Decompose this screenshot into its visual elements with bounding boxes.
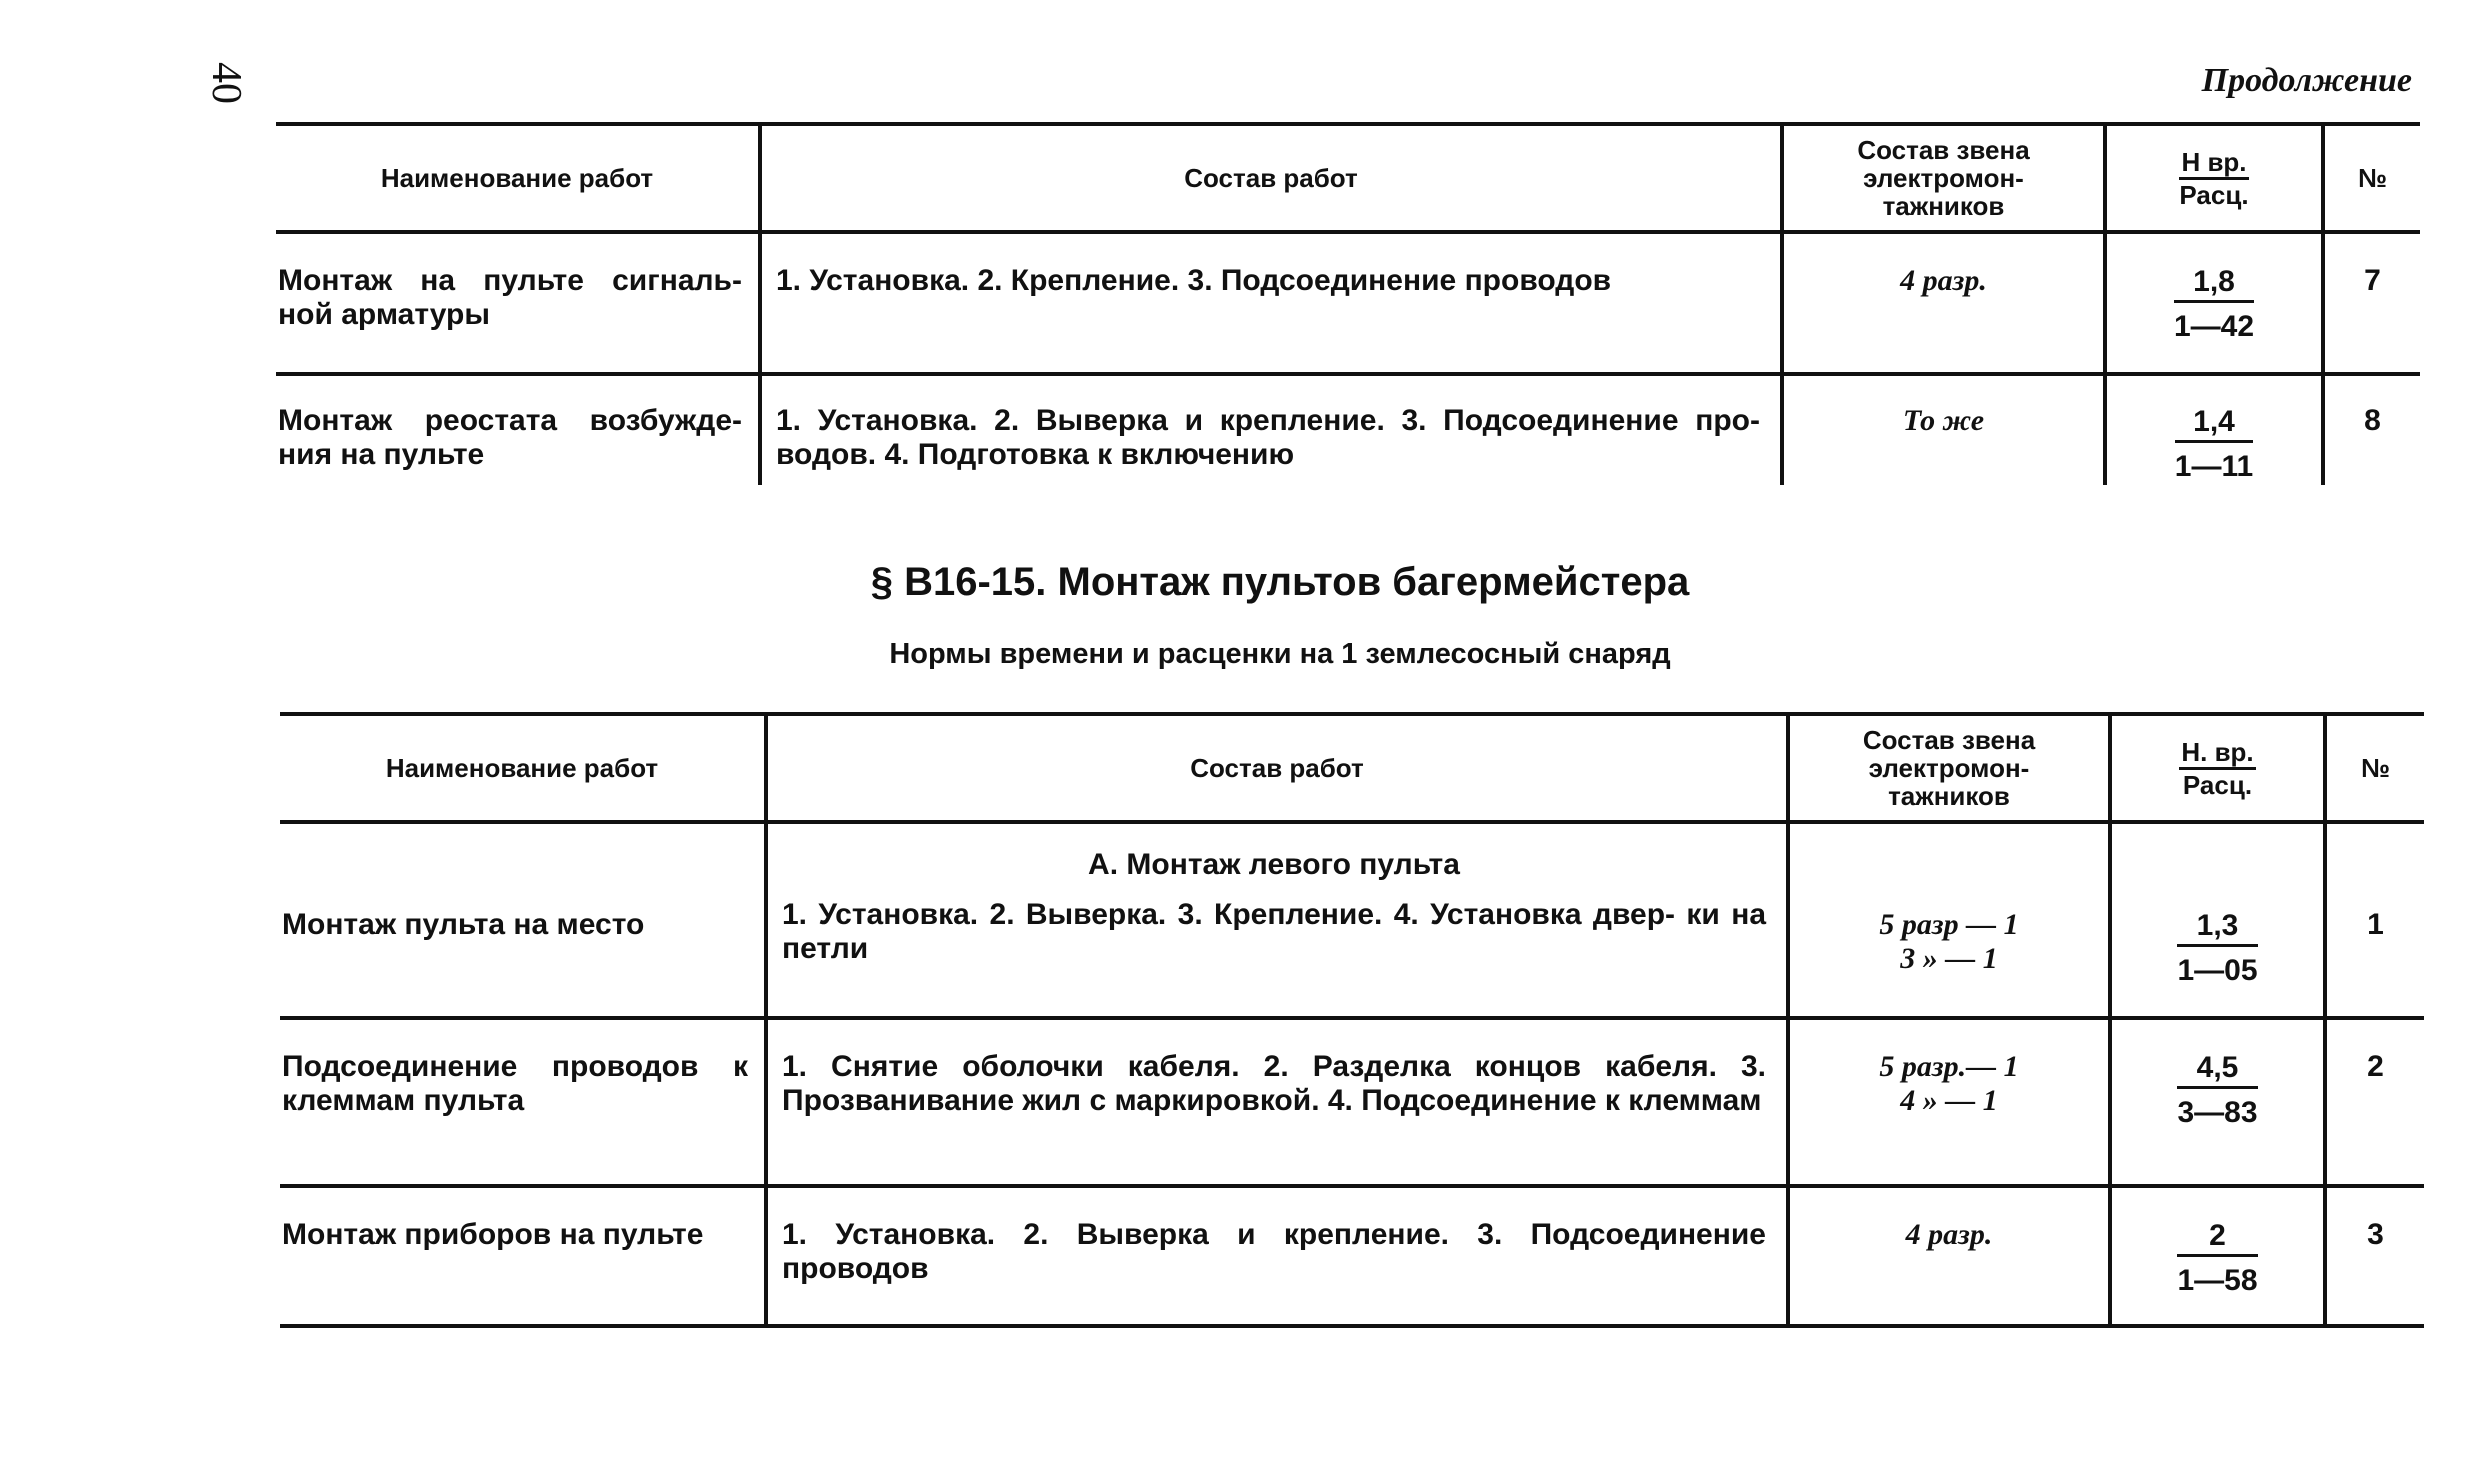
norm-cell (2105, 232, 2323, 374)
crew-line: 3 » — 1 (1900, 942, 1998, 975)
work-ops: 1. Установка. 2. Выверка и крепление. 3. Подсоединение проводов (766, 1186, 1788, 1326)
norm-fraction (2177, 1050, 2257, 1131)
time-norm: 4,5 (2177, 1050, 2257, 1089)
time-norm: 1,3 (2177, 908, 2257, 947)
table-row (280, 1018, 2424, 1186)
norm-cell (2110, 1186, 2325, 1326)
header-norm (2105, 124, 2323, 232)
rate: 1—11 (2174, 450, 2254, 483)
norm-fraction (2177, 908, 2257, 989)
crew: 4 разр. (1782, 232, 2105, 374)
norm-cell (2105, 374, 2323, 485)
norm-table-continued (276, 122, 2420, 485)
table-row (276, 374, 2420, 485)
work-name: Подсоединение проводов к клеммам пульта (280, 1018, 766, 1186)
continuation-label: Продолжение (2201, 62, 2412, 99)
work-ops: 1. Установка. 2. Выверка. 3. Крепление. 4. Установка двер- ки на петли (782, 898, 1766, 965)
section-title: § В16-15. Монтаж пультов багермейстера (870, 560, 1690, 604)
work-name: Монтаж реостата возбужде- ния на пульте (278, 404, 742, 471)
table-row (276, 232, 2420, 374)
header-name: Наименование работ (280, 714, 766, 822)
crew-line: 5 разр.— 1 (1879, 1050, 2019, 1083)
row-number: 2 (2325, 1018, 2424, 1186)
header-norm-fraction (2179, 737, 2255, 800)
header-norm-top: Н. вр. (2179, 737, 2255, 770)
rate: 1—05 (2177, 954, 2258, 987)
rate: 3—83 (2177, 1096, 2258, 1129)
work-ops: 1. Установка. 2. Крепление. 3. Подсоединение проводов (760, 232, 1782, 374)
crew (1788, 822, 2110, 1018)
norm-fraction (2177, 1218, 2257, 1299)
header-norm-fraction (2179, 147, 2248, 210)
row-number: 8 (2364, 404, 2381, 437)
header-name: Наименование работ (276, 124, 760, 232)
crew: То же (1782, 374, 2105, 485)
time-norm: 1,4 (2175, 404, 2253, 443)
header-crew: Состав звена электромон- тажников (1782, 124, 2105, 232)
row-number: 7 (2323, 232, 2420, 374)
header-ops: Состав работ (760, 124, 1782, 232)
section-subtitle: Нормы времени и расценки на 1 землесосный снаряд (889, 638, 1671, 670)
rate: 1—42 (2173, 310, 2255, 343)
subgroup-heading: А. Монтаж левого пульта (1088, 848, 1460, 881)
header-num: № (2325, 714, 2424, 822)
crew (1788, 1186, 2110, 1326)
row-number: 1 (2325, 822, 2424, 1018)
header-norm-top: Н вр. (2179, 147, 2248, 180)
crew (1788, 1018, 2110, 1186)
rate: 1—58 (2177, 1264, 2258, 1297)
work-name: Монтаж пульта на место (280, 822, 766, 1018)
work-ops: 1. Установка. 2. Выверка и крепление. 3. Подсоединение про- водов. 4. Подготовка к включению (760, 374, 1782, 485)
work-ops-cell (766, 822, 1788, 1018)
header-ops: Состав работ (766, 714, 1788, 822)
crew-line: 4 » — 1 (1900, 1084, 1998, 1117)
table-row (280, 1186, 2424, 1326)
norm-cell (2110, 822, 2325, 1018)
norm-fraction (2174, 264, 2254, 345)
work-name: Монтаж приборов на пульте (280, 1186, 766, 1326)
table-row (280, 822, 2424, 1018)
header-crew: Состав звена электромон- тажников (1788, 714, 2110, 822)
norm-table-main (280, 712, 2424, 1328)
time-norm: 2 (2177, 1218, 2257, 1257)
header-norm (2110, 714, 2325, 822)
crew-line: 5 разр — 1 (1879, 908, 2019, 941)
work-ops: 1. Снятие оболочки кабеля. 2. Разделка концов кабеля. 3. Прозванивание жил с маркировкой. 4. Подсоединение к клеммам (766, 1018, 1788, 1186)
header-norm-bottom: Расц. (2179, 179, 2249, 210)
header-num: № (2323, 124, 2420, 232)
crew-line: 4 разр. (1905, 1218, 1993, 1251)
row-number: 3 (2325, 1186, 2424, 1326)
norm-fraction (2175, 404, 2253, 485)
page-number: 40 (203, 62, 249, 104)
header-norm-bottom: Расц. (2182, 769, 2253, 800)
norm-cell (2110, 1018, 2325, 1186)
work-name: Монтаж на пульте сигналь- ной арматуры (276, 232, 760, 374)
time-norm: 1,8 (2174, 264, 2254, 303)
